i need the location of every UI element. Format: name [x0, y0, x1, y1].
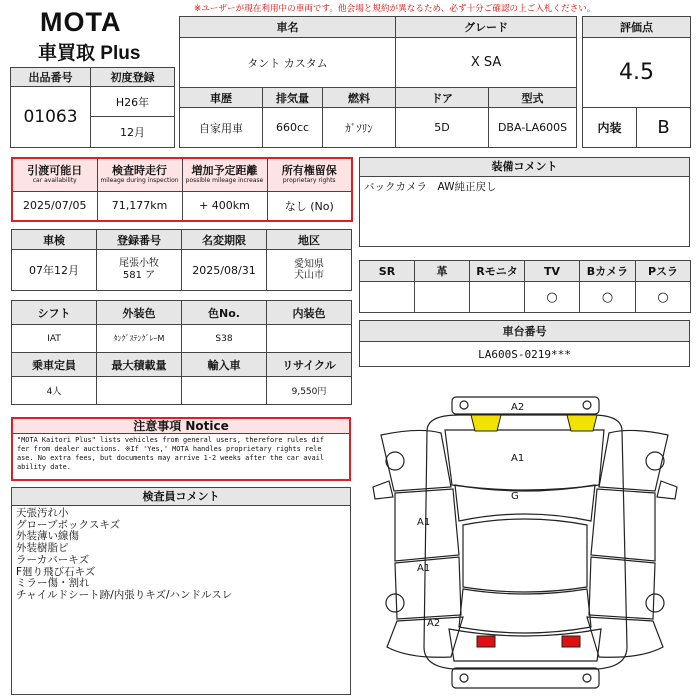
- displacement: 660cc: [263, 108, 323, 148]
- spec-header: 型式: [489, 88, 577, 108]
- damage-mark-front: A2: [511, 402, 525, 413]
- misc-header: リサイクル: [267, 353, 352, 377]
- rename-deadline: 2025/08/31: [182, 250, 267, 291]
- option-leather: [415, 282, 470, 313]
- doors: 5D: [396, 108, 489, 148]
- left-front-fender: [381, 430, 451, 491]
- availability-date: 2025/07/05: [12, 191, 97, 221]
- inspection-expiry: 07年12月: [12, 250, 97, 291]
- delivery-table: [11, 157, 353, 222]
- option-header-leather: 革: [415, 261, 470, 282]
- misc-header: 最大積載量: [97, 353, 182, 377]
- inspector-comment-title: 検査員コメント: [12, 488, 350, 506]
- damage-mark-hood: A1: [511, 453, 525, 464]
- mileage-increase-header: 増加予定距離 possible mileage increase: [182, 158, 267, 191]
- left-rear-quarter: [387, 617, 463, 657]
- roof: [463, 519, 587, 592]
- option-tv: ○: [525, 282, 580, 313]
- notice-title: 注意事項 Notice: [13, 419, 349, 434]
- interior-color: [267, 325, 352, 353]
- front-right-fog: [583, 401, 591, 409]
- front-left-fog: [460, 401, 468, 409]
- right-mirror: [657, 481, 677, 499]
- import-car: [182, 377, 267, 405]
- mota-logo: MOTA: [40, 7, 122, 37]
- mileage-header: 検査時走行 mileage during inspection: [97, 158, 182, 191]
- first-registration-year: H26年: [91, 87, 175, 117]
- inspector-comment-line: 外装樹脂ピ: [16, 542, 69, 555]
- option-header-back-camera: Bカメラ: [580, 261, 636, 282]
- vehicle-name: タント カスタム: [180, 38, 396, 88]
- option-rear-monitor: [470, 282, 525, 313]
- plate-number: 尾張小牧 581 ア: [97, 250, 182, 291]
- notice-body: [13, 434, 349, 474]
- vehicle-table: [179, 16, 577, 148]
- front-right-headlight: [567, 415, 597, 431]
- notice-line: ability date.: [17, 463, 71, 471]
- spec-header: 車歴: [180, 88, 263, 108]
- spec-header: 燃料: [323, 88, 396, 108]
- misc-header: 輸入車: [182, 353, 267, 377]
- windshield: [455, 485, 595, 521]
- option-header-power-slide: Pスラ: [636, 261, 691, 282]
- rear-left-wheel: [386, 594, 404, 612]
- first-registration-month: 12月: [91, 117, 175, 148]
- car-damage-diagram: [359, 375, 690, 697]
- registration-table: [11, 229, 352, 291]
- score: 4.5: [583, 38, 691, 108]
- option-back-camera: ○: [580, 282, 636, 313]
- availability-header: 引渡可能日 car availability: [12, 158, 97, 191]
- right-rear-door: [589, 557, 655, 619]
- registration-header: 地区: [267, 230, 352, 250]
- inspector-comment-line: 天張汚れ小: [16, 507, 69, 519]
- misc-header: 外装色: [97, 301, 182, 325]
- front-left-headlight: [471, 415, 501, 431]
- equipment-comment-box: [359, 157, 690, 247]
- inspector-comment-line: グローブボックスキズ: [16, 518, 121, 531]
- score-label: 評価点: [583, 17, 691, 38]
- rear-bumper: [452, 668, 599, 688]
- inspection-mileage: 71,177km: [97, 191, 182, 221]
- option-sr: [360, 282, 415, 313]
- grade-label: グレード: [396, 17, 577, 38]
- rear-window: [459, 589, 591, 633]
- left-mirror: [373, 481, 393, 499]
- misc-table: [11, 300, 352, 405]
- inspector-comment-line: ラーカバーキズ: [16, 553, 90, 566]
- inspector-comment-line: 外装薄い線傷: [16, 530, 79, 543]
- chassis-title: 車台番号: [360, 321, 690, 342]
- option-header-rear-monitor: Rモニタ: [470, 261, 525, 282]
- notice-line: ase. No extra fees, but documents may arrive 1-2 weeks after the car avail: [17, 454, 324, 462]
- equipment-comment-title: 装備コメント: [360, 158, 689, 177]
- capacity: 4人: [12, 377, 97, 405]
- proprietary-rights: なし (No): [267, 191, 352, 221]
- interior-label: 内装: [583, 108, 637, 148]
- notice-box: [11, 417, 351, 481]
- registration-header: 名変期限: [182, 230, 267, 250]
- misc-header: シフト: [12, 301, 97, 325]
- inspector-comment-box: [11, 487, 351, 695]
- vehicle-history: 自家用車: [180, 108, 263, 148]
- inspector-comment-line: チャイルドシート跡/内張りキズ/ハンドルスレ: [16, 588, 233, 601]
- misc-header: 乗車定員: [12, 353, 97, 377]
- chassis-number: LA600S-0219***: [360, 342, 690, 367]
- body-outline: [424, 415, 627, 669]
- listing-no: 01063: [11, 87, 91, 148]
- mileage-increase: + 400km: [182, 191, 267, 221]
- listing-table: [10, 67, 175, 148]
- hood: [445, 430, 604, 490]
- options-table: [359, 260, 691, 313]
- max-load: [97, 377, 182, 405]
- inspector-comment-body: [12, 506, 350, 604]
- vehicle-name-label: 車名: [180, 17, 396, 38]
- equipment-comment: バックカメラ AW純正戻し: [364, 181, 497, 193]
- rear-right-tail-light: [562, 636, 580, 647]
- proprietary-rights-header: 所有権留保 proprietary rights: [267, 158, 352, 191]
- damage-mark-left-rear-door: A1: [417, 563, 431, 574]
- first-registration-label: 初度登録: [91, 68, 175, 87]
- option-header-sr: SR: [360, 261, 415, 282]
- inspector-comment-line: F廻り飛び石キズ: [16, 565, 96, 578]
- damage-mark-left-front-door: A1: [417, 517, 431, 528]
- rear-right-light-dot: [583, 674, 591, 682]
- right-front-fender: [599, 430, 668, 491]
- spec-header: ドア: [396, 88, 489, 108]
- interior-grade: B: [637, 108, 691, 148]
- rear-left-light-dot: [460, 674, 468, 682]
- fuel: ｶﾞｿﾘﾝ: [323, 108, 396, 148]
- registration-header: 車検: [12, 230, 97, 250]
- recycle-fee: 9,550円: [267, 377, 352, 405]
- color-number: S38: [182, 325, 267, 353]
- chassis-table: [359, 320, 690, 367]
- damage-mark-rear: A2: [427, 618, 441, 629]
- misc-header: 内装色: [267, 301, 352, 325]
- registration-header: 登録番号: [97, 230, 182, 250]
- exterior-color: ﾀﾝｸﾞｽﾃﾝｸﾞﾚｰM: [97, 325, 182, 353]
- score-table: [582, 16, 691, 148]
- listing-no-label: 出品番号: [11, 68, 91, 87]
- mota-logo-subtitle: 車買取 Plus: [38, 43, 141, 64]
- notice-line: "MOTA Kaitori Plus" lists vehicles from general users, therefore rules dif: [17, 436, 324, 444]
- damage-mark-roof: G: [511, 491, 519, 502]
- option-header-tv: TV: [525, 261, 580, 282]
- rear-right-wheel: [646, 594, 664, 612]
- district: 愛知県 犬山市: [267, 250, 352, 291]
- front-left-wheel: [386, 452, 404, 470]
- misc-header: 色No.: [182, 301, 267, 325]
- top-notice: ※ユーザーが現在利用中の車両です。他会場と規約が異なるため、必ず十分ご確認の上ご入札ください。: [194, 4, 596, 14]
- front-right-wheel: [646, 452, 664, 470]
- notice-line: fer from dealer auctions. ※If 'Yes,' MOTA handles proprietary rights rele: [17, 445, 322, 453]
- option-power-slide: ○: [636, 282, 691, 313]
- model-code: DBA-LA600S: [489, 108, 577, 148]
- spec-header: 排気量: [263, 88, 323, 108]
- front-bumper: [452, 397, 599, 414]
- inspector-comment-line: ミラー傷・割れ: [16, 577, 90, 590]
- shift: IAT: [12, 325, 97, 353]
- grade: X SA: [396, 38, 577, 88]
- rear-left-tail-light: [477, 636, 495, 647]
